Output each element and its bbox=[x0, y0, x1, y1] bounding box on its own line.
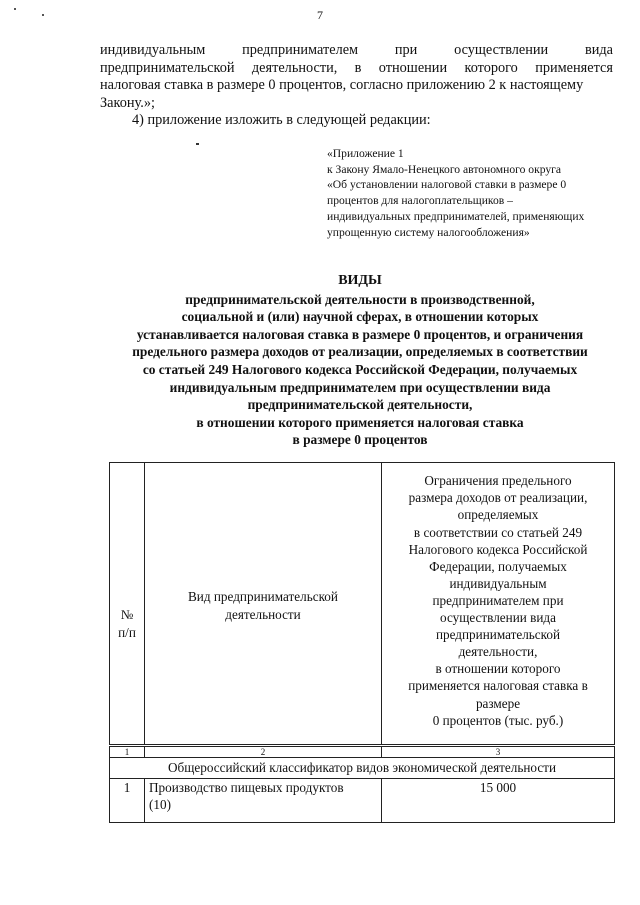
heading-line: предпринимательской деятельности, bbox=[247, 397, 473, 413]
header-number-cell: № п/п bbox=[110, 463, 145, 746]
header-limit-cell: Ограничения предельного размера доходов от реализации, определяемых в соответствии со статьей 249 Налогового кодекса Российской Федерации, получаемых индивидуальным предпринимателем при осуществлении вида предпринимательской деятельности, в отношении которого применяется налоговая ставка в размере 0 процентов (тыс. руб.) bbox=[382, 463, 615, 746]
item-4-text: 4) приложение изложить в следующей редакции: bbox=[132, 112, 431, 128]
heading-line: в размере 0 процентов bbox=[292, 432, 428, 448]
section-title-cell: Общероссийский классификатор видов экономической деятельности bbox=[110, 758, 615, 779]
heading-line: индивидуальным предпринимателем при осуществлении вида bbox=[169, 379, 551, 395]
appendix-line: «Приложение 1 bbox=[327, 147, 404, 160]
heading-line: в отношении которого применяется налоговая ставка bbox=[196, 414, 524, 430]
appendix-line: процентов для налогоплательщиков – bbox=[327, 194, 513, 208]
header-activity-cell: Вид предпринимательской деятельности bbox=[145, 463, 382, 746]
paragraph-line-4: Закону.»; bbox=[100, 94, 155, 111]
appendix-line: к Закону Ямало-Ненецкого автономного округа bbox=[327, 162, 562, 176]
heading-line: социальной и (или) научной сферах, в отношении которых bbox=[181, 309, 539, 325]
document-heading bbox=[60, 272, 640, 449]
row-limit-cell: 15 000 bbox=[382, 779, 615, 823]
heading-title: ВИДЫ bbox=[338, 273, 382, 288]
appendix-line: индивидуальных предпринимателей, применяющих bbox=[327, 209, 585, 223]
heading-line: предпринимательской деятельности в производственной, bbox=[185, 291, 535, 307]
paragraph-line-1: индивидуальным предпринимателем при осуществлении вида bbox=[100, 42, 613, 58]
table-row bbox=[110, 779, 615, 823]
appendix-line: упрощенную систему налогообложения» bbox=[327, 225, 530, 239]
appendix-caption bbox=[327, 146, 617, 240]
page-number: 7 bbox=[317, 8, 323, 22]
heading-line: предельного размера доходов от реализации, определяемых в соответствии bbox=[132, 344, 588, 360]
row-activity-cell: Производство пищевых продуктов (10) bbox=[145, 779, 382, 823]
heading-line: устанавливается налоговая ставка в размере 0 процентов, и ограничения bbox=[136, 326, 584, 342]
appendix-line: «Об установлении налоговой ставки в размере 0 bbox=[327, 178, 567, 192]
table-section-row bbox=[110, 758, 615, 779]
table-numbering-row bbox=[110, 746, 615, 758]
paragraph-line-3: налоговая ставка в размере 0 процентов, согласно приложению 2 к настоящему bbox=[100, 77, 584, 93]
paragraph-line-2: предпринимательской деятельности, в отношении которого применяется bbox=[100, 59, 613, 76]
scan-dot bbox=[196, 143, 199, 145]
row-number-cell: 1 bbox=[110, 779, 145, 823]
numbering-cell: 2 bbox=[145, 746, 382, 758]
numbering-cell: 3 bbox=[382, 746, 615, 758]
table-header-row bbox=[110, 463, 615, 746]
continuation-paragraph bbox=[100, 42, 613, 130]
heading-line: со статьей 249 Налогового кодекса Российской Федерации, получаемых bbox=[142, 361, 578, 377]
numbering-cell: 1 bbox=[110, 746, 145, 758]
activities-table bbox=[109, 462, 615, 823]
